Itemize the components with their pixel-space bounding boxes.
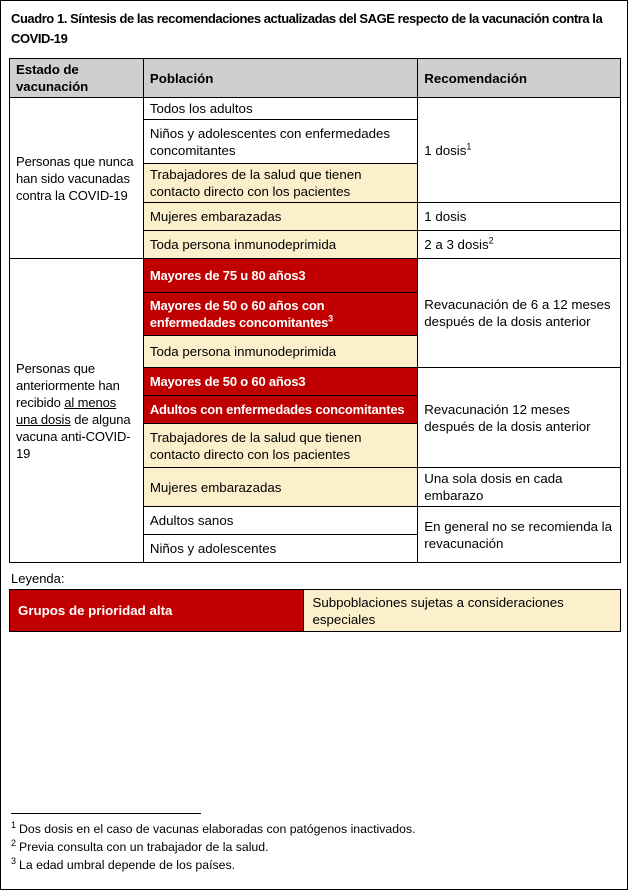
col-header-poblacion: Población	[143, 59, 417, 98]
recommendation-cell: Una sola dosis en cada embarazo	[418, 468, 621, 507]
recommendation-cell: Revacunación 12 meses después de la dosis anterior	[418, 368, 621, 468]
footnote-separator-line	[11, 813, 201, 814]
population-cell: Todos los adultos	[143, 98, 417, 120]
recommendation-cell: Revacunación de 6 a 12 meses después de la dosis anterior	[418, 259, 621, 368]
legend-table	[9, 589, 621, 632]
footnotes-section	[11, 813, 611, 874]
legend-label: Leyenda:	[11, 571, 65, 586]
population-cell-special: Trabajadores de la salud que tienen contacto directo con los pacientes	[143, 164, 417, 203]
population-cell-priority: Adultos con enfermedades concomitantes	[143, 396, 417, 424]
underlined-text: al menos una dosis	[16, 394, 117, 427]
recommendation-cell: 1 dosis$^1$	[418, 98, 621, 203]
table-row	[10, 98, 621, 120]
vaccination-status-cell-never-vaccinated: Personas que nunca han sido vacunadas contra la COVID-19	[10, 98, 144, 259]
population-cell-priority: Mayores de 50 o 60 años3	[143, 368, 417, 396]
footnote-ref-2: 2	[488, 235, 494, 246]
footnote-ref-3: 3	[328, 313, 333, 324]
recommendation-cell: 2 a 3 dosis$^2$	[418, 231, 621, 259]
population-cell-special: Mujeres embarazadas	[143, 468, 417, 507]
footnote-3: $^3$ La edad umbral depende de los países.	[11, 855, 236, 872]
header-row	[10, 59, 621, 98]
population-cell: Adultos sanos	[143, 507, 417, 535]
table-row	[10, 259, 621, 293]
footnote-ref-1: 1	[466, 141, 472, 152]
recommendation-cell: En general no se recomienda la revacunación	[418, 507, 621, 563]
vaccination-recommendations-table	[9, 58, 621, 563]
legend-high-priority-cell: Grupos de prioridad alta	[10, 590, 304, 632]
footnote-1: $^1$ Dos dosis en el caso de vacunas elaboradas con patógenos inactivados.	[11, 819, 416, 836]
col-header-recomendacion: Recomendación	[418, 59, 621, 98]
population-cell-special: Mujeres embarazadas	[143, 203, 417, 231]
legend-special-considerations-cell: Subpoblaciones sujetas a consideraciones especiales	[304, 590, 621, 632]
population-cell-priority: Mayores de 75 u 80 años3	[143, 259, 417, 293]
population-cell-special: Trabajadores de la salud que tienen contacto directo con los pacientes	[143, 424, 417, 468]
population-cell-special: Toda persona inmunodeprimida	[143, 336, 417, 368]
population-cell: Niños y adolescentes con enfermedades concomitantes	[143, 120, 417, 164]
population-cell-priority: Mayores de 50 o 60 años con enfermedades concomitantes$^3$	[143, 293, 417, 336]
population-cell: Niños y adolescentes	[143, 535, 417, 563]
col-header-estado-vacunacion: Estado de vacunación	[10, 59, 144, 98]
vaccination-status-cell-previously-vaccinated: Personas que anteriormente han recibido al menos una dosis de alguna vacuna anti-COVID-19	[10, 259, 144, 563]
recommendation-cell: 1 dosis	[418, 203, 621, 231]
population-cell-special: Toda persona inmunodeprimida	[143, 231, 417, 259]
legend-row	[10, 590, 621, 632]
table-caption: Cuadro 1. Síntesis de las recomendaciones actualizadas del SAGE respecto de la vacunación contra la COVID-19	[11, 11, 603, 46]
footnote-2: $^2$ Previa consulta con un trabajador de la salud.	[11, 837, 269, 854]
